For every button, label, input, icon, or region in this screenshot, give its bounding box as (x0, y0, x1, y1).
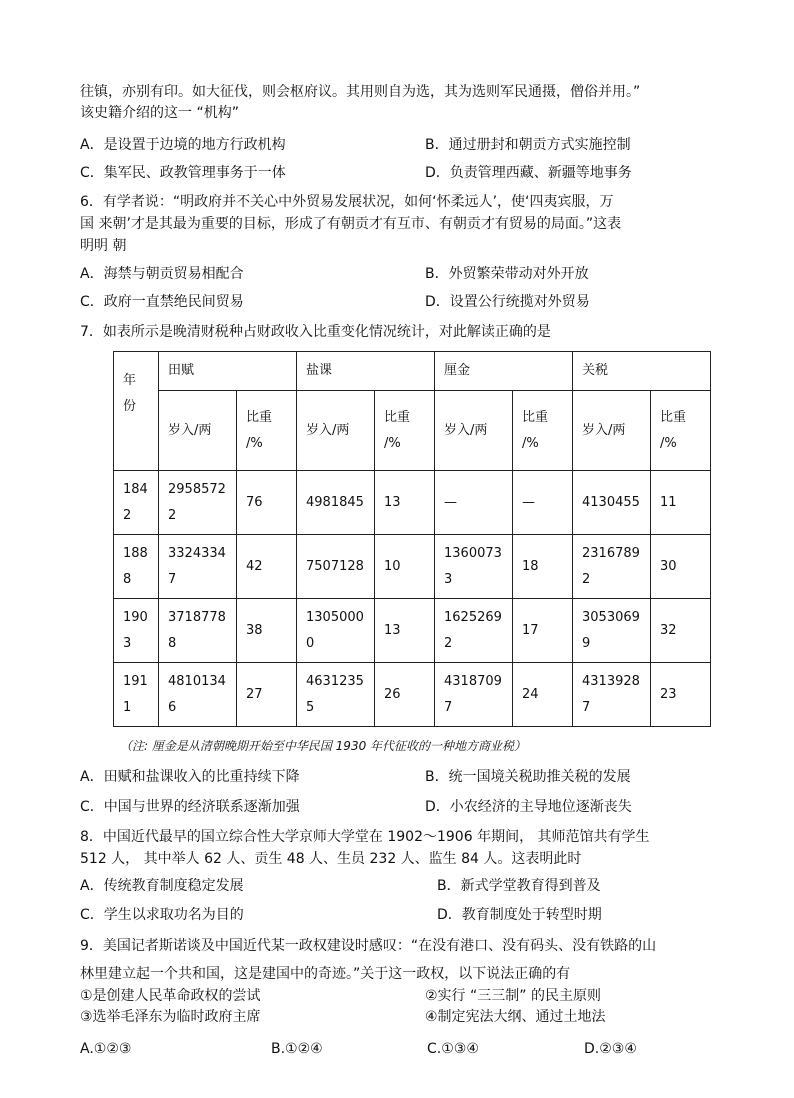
q5-stem-line-1: 往镇，亦别有印。如大征伐，则会枢府议。其用则自为选，其为选则军民通摄，僧俗并用。” (80, 84, 641, 100)
income-header: 岁入/两 (159, 391, 237, 471)
table-row (114, 471, 711, 535)
table-cell: 2958572 2 (159, 471, 237, 535)
q5-option-d[interactable]: D．负责管理西藏、新疆等地事务 (425, 165, 632, 181)
group-header-guanshui: 关税 (573, 352, 711, 391)
table-cell: 3324334 7 (159, 535, 237, 599)
tax-table (113, 351, 711, 727)
income-header: 岁入/两 (297, 391, 375, 471)
group-header-tianfu: 田赋 (159, 352, 297, 391)
table-cell: 13 (375, 471, 435, 535)
q5-option-c[interactable]: C．集军民、政教管理事务于一体 (80, 165, 286, 181)
table-cell: 4313928 7 (573, 663, 651, 727)
q8-option-c[interactable]: C．学生以求取功名为目的 (80, 907, 244, 923)
q6-option-a[interactable]: A．海禁与朝贡贸易相配合 (80, 266, 244, 282)
table-row (114, 535, 711, 599)
year-cell: 184 2 (114, 471, 159, 535)
year-cell: 188 8 (114, 535, 159, 599)
income-header: 岁入/两 (435, 391, 513, 471)
table-cell: 26 (375, 663, 435, 727)
table-cell: 2316789 2 (573, 535, 651, 599)
q5-stem-line-2: 该史籍介绍的这一 “机构” (80, 105, 239, 121)
year-cell: 190 3 (114, 599, 159, 663)
table-cell: 4810134 6 (159, 663, 237, 727)
q7-option-b[interactable]: B．统一国境关税助推关税的发展 (425, 769, 631, 785)
table-cell: 1360073 3 (435, 535, 513, 599)
q9-statement-1: ①是创建人民革命政权的尝试 (80, 988, 261, 1004)
q7-stem: 7．如表所示是晚清财税种占财政收入比重变化情况统计，对此解读正确的是 (80, 324, 551, 340)
q9-statement-4: ④制定宪法大纲、通过土地法 (425, 1009, 606, 1025)
table-cell: 1305000 0 (297, 599, 375, 663)
q7-option-a[interactable]: A．田赋和盐课收入的比重持续下降 (80, 769, 300, 785)
group-header-yanke: 盐课 (297, 352, 435, 391)
table-cell: 18 (513, 535, 573, 599)
q6-option-d[interactable]: D．设置公行统揽对外贸易 (425, 294, 590, 310)
table-cell: 7507128 (297, 535, 375, 599)
sub-header-row (114, 391, 711, 471)
q9-option-c[interactable]: C.①③④ (427, 1041, 479, 1057)
ratio-header: 比重 /% (237, 391, 297, 471)
ratio-header: 比重 /% (375, 391, 435, 471)
table-cell: — (435, 471, 513, 535)
q6-stem-line-1: 6．有学者说：“明政府并不关心中外贸易发展状况，如何‘怀柔远人’，使‘四夷宾服，万 (80, 194, 614, 210)
table-cell: 4130455 (573, 471, 651, 535)
table-cell: 38 (237, 599, 297, 663)
year-header (114, 352, 159, 471)
q5-option-b[interactable]: B．通过册封和朝贡方式实施控制 (425, 137, 631, 153)
q8-stem-line-1: 8．中国近代最早的国立综合性大学京师大学堂在 1902～1906 年期间， 其师范馆共有学生 (80, 829, 650, 845)
table-cell: 42 (237, 535, 297, 599)
table-cell: 17 (513, 599, 573, 663)
q9-stem-line-2: 林里建立起一个共和国，这是建国中的奇迹。”关于这一政权，以下说法正确的有 (80, 966, 571, 982)
table-cell: 4981845 (297, 471, 375, 535)
table-cell: 1625269 2 (435, 599, 513, 663)
table-cell: 11 (651, 471, 711, 535)
q8-stem-line-2: 512 人， 其中举人 62 人、贡生 48 人、生员 232 人、监生 84 人。这表明此时 (80, 851, 582, 867)
q9-stem-line-1: 9．美国记者斯诺谈及中国近代某一政权建设时感叹：“在没有港口、没有码头、没有铁路的山 (80, 938, 657, 954)
year-cell: 191 1 (114, 663, 159, 727)
q6-stem-line-2: 国 来朝’才是其最为重要的目标，形成了有朝贡才有互市、有朝贡才有贸易的局面。”这表 (80, 216, 622, 232)
q9-statement-2: ②实行 “三三制” 的民主原则 (425, 988, 601, 1004)
table-row (114, 663, 711, 727)
q9-option-a[interactable]: A.①②③ (80, 1041, 132, 1057)
year-header-1: 年 (123, 373, 137, 388)
q9-option-d[interactable]: D.②③④ (584, 1041, 637, 1057)
table-cell: 24 (513, 663, 573, 727)
q7-option-d[interactable]: D．小农经济的主导地位逐渐丧失 (425, 799, 632, 815)
table-cell: 23 (651, 663, 711, 727)
ratio-header: 比重 /% (651, 391, 711, 471)
table-cell: 30 (651, 535, 711, 599)
table-note: （注: 厘金是从清朝晚期开始至中华民国 1930 年代征收的一种地方商业税） (120, 739, 527, 753)
table-cell: 4318709 7 (435, 663, 513, 727)
q6-option-c[interactable]: C．政府一直禁绝民间贸易 (80, 294, 244, 310)
income-header: 岁入/两 (573, 391, 651, 471)
q6-stem-line-3: 明明 朝 (80, 238, 127, 254)
table-cell: 32 (651, 599, 711, 663)
table-cell: 3718778 8 (159, 599, 237, 663)
ratio-header: 比重 /% (513, 391, 573, 471)
group-header-lijin: 厘金 (435, 352, 573, 391)
table-cell: 27 (237, 663, 297, 727)
q9-statement-3: ③选举毛泽东为临时政府主席 (80, 1009, 261, 1025)
table-cell: 13 (375, 599, 435, 663)
table-cell: 4631235 5 (297, 663, 375, 727)
table-cell: 3053069 9 (573, 599, 651, 663)
table-row (114, 599, 711, 663)
q8-option-a[interactable]: A．传统教育制度稳定发展 (80, 878, 244, 894)
table-cell: 76 (237, 471, 297, 535)
q7-option-c[interactable]: C．中国与世界的经济联系逐渐加强 (80, 799, 300, 815)
year-header-2: 份 (123, 399, 137, 414)
table-cell: 10 (375, 535, 435, 599)
q8-option-b[interactable]: B．新式学堂教育得到普及 (437, 878, 601, 894)
q6-option-b[interactable]: B．外贸繁荣带动对外开放 (425, 266, 589, 282)
table-cell: — (513, 471, 573, 535)
q5-option-a[interactable]: A．是设置于边境的地方行政机构 (80, 137, 286, 153)
q9-option-b[interactable]: B.①②④ (271, 1041, 323, 1057)
q8-option-d[interactable]: D．教育制度处于转型时期 (437, 907, 602, 923)
